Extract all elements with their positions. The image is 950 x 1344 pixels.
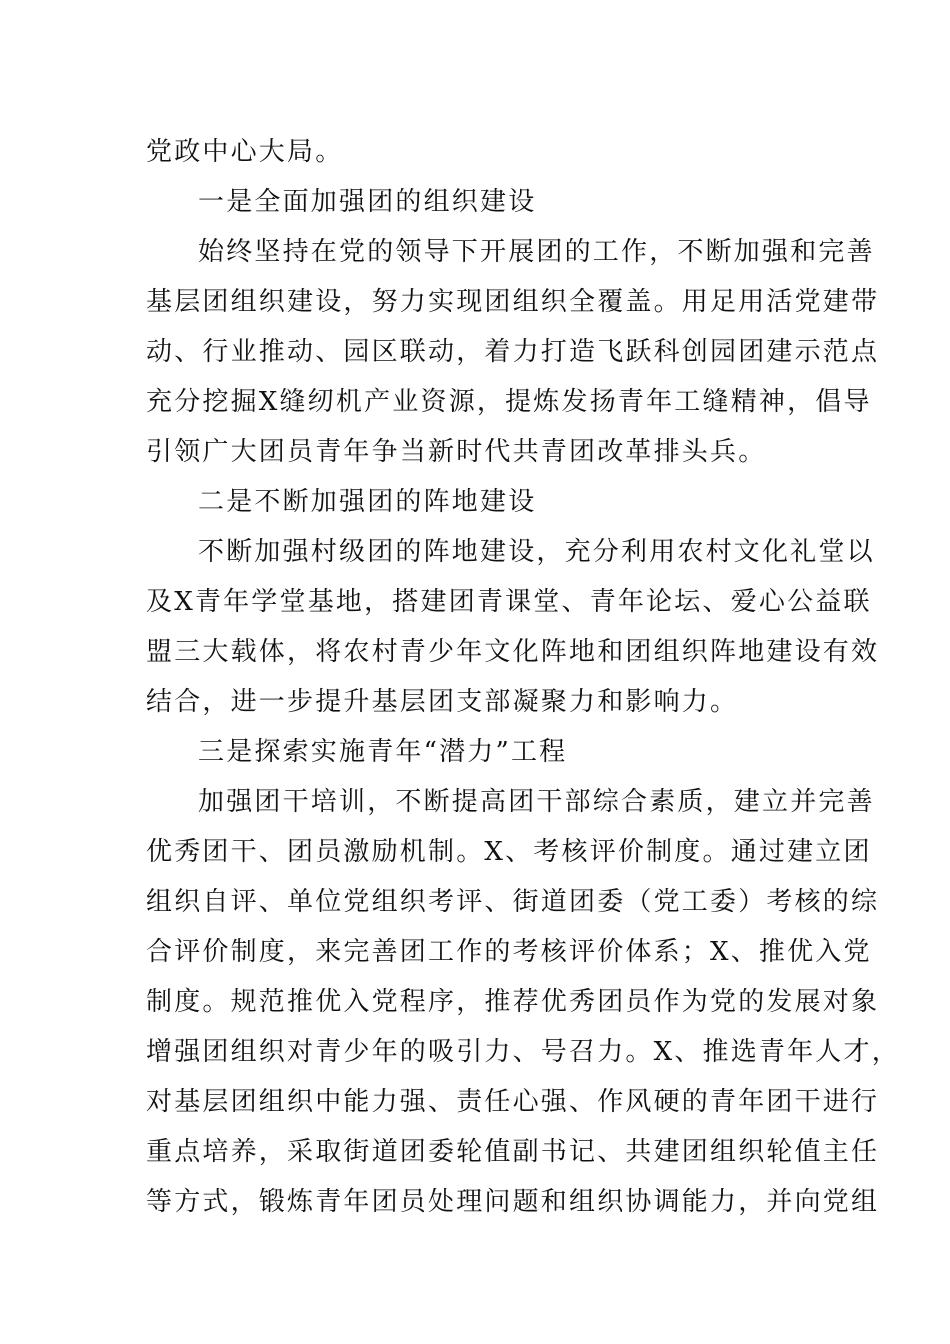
paragraph-line: 充分挖掘X缝纫机产业资源，提炼发扬青年工缝精神，倡导 [146,387,872,417]
paragraph-line: 引领广大团员青年争当新时代共青团改革排头兵。 [146,437,767,467]
paragraph-line: 增强团组织对青少年的吸引力、号召力。X、推选青年人才， [146,1037,900,1067]
paragraph-continuation-line: 党政中心大局。 [146,137,344,167]
paragraph-line: 合评价制度，来完善团工作的考核评价体系；X、推优入党 [146,937,872,967]
paragraph-line: 加强团干培训，不断提高团干部综合素质，建立并完善 [198,787,875,817]
section-heading-organization: 一是全面加强团的组织建设 [198,187,537,217]
paragraph-line: 结合，进一步提升基层团支部凝聚力和影响力。 [146,687,739,717]
paragraph-line: 始终坚持在党的领导下开展团的工作，不断加强和完善 [198,237,875,267]
paragraph-line: 及X青年学堂基地，搭建团青课堂、青年论坛、爱心公益联 [146,587,872,617]
paragraph-line: 重点培养，采取街道团委轮值副书记、共建团组织轮值主任 [146,1137,880,1167]
paragraph-line: 盟三大载体，将农村青少年文化阵地和团组织阵地建设有效 [146,637,880,667]
paragraph-line: 基层团组织建设，努力实现团组织全覆盖。用足用活党建带 [146,287,880,317]
paragraph-line: 不断加强村级团的阵地建设，充分利用农村文化礼堂以 [198,537,875,567]
paragraph-line: 对基层团组织中能力强、责任心强、作风硬的青年团干进行 [146,1087,880,1117]
paragraph-line: 动、行业推动、园区联动，着力打造飞跃科创园团建示范点 [146,337,880,367]
paragraph-line: 制度。规范推优入党程序，推荐优秀团员作为党的发展对象 [146,987,880,1017]
paragraph-line: 组织自评、单位党组织考评、街道团委（党工委）考核的综 [146,887,880,917]
paragraph-line: 等方式，锻炼青年团员处理问题和组织协调能力，并向党组 [146,1187,880,1217]
section-heading-potential: 三是探索实施青年“潜力”工程 [198,737,568,767]
paragraph-line: 优秀团干、团员激励机制。X、考核评价制度。通过建立团 [146,837,872,867]
section-heading-position: 二是不断加强团的阵地建设 [198,487,537,517]
